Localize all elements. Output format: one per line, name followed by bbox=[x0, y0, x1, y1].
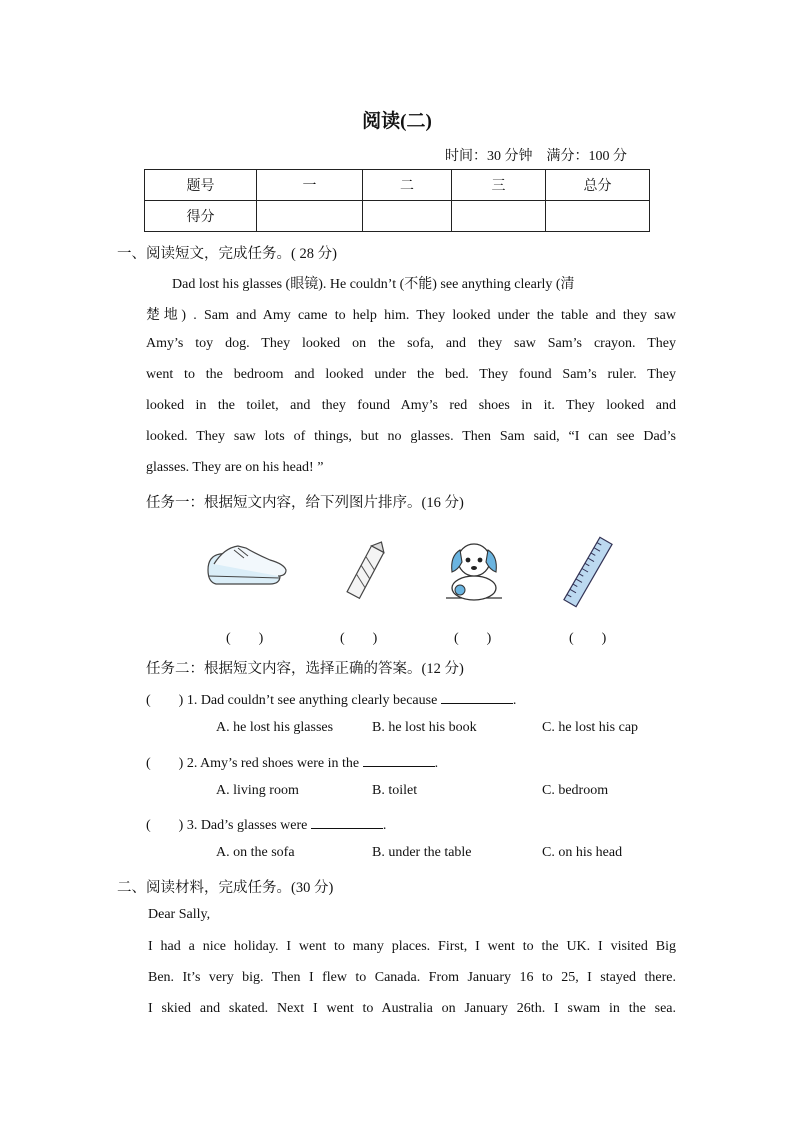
page-title: 阅读(二) bbox=[362, 111, 432, 132]
question-stem: ( ) 2. Amy’s red shoes were in the bbox=[146, 756, 360, 771]
table-header-cell: 一 bbox=[257, 170, 363, 201]
exam-meta: 时间：30 分钟 满分：100 分 bbox=[445, 149, 627, 164]
letter-line: I skied and skated. Next I went to Australia on January 26th. I swam in the sea. bbox=[148, 1001, 676, 1016]
passage-line: Dad lost his glasses (眼镜). He couldn’t (不能) see anything clearly (清 bbox=[172, 277, 575, 292]
answer-blank[interactable]: ( ) bbox=[340, 631, 378, 646]
option-b: B. he lost his book bbox=[372, 720, 477, 735]
crayon-icon bbox=[345, 538, 385, 608]
question-end: . bbox=[512, 693, 517, 708]
passage-line: looked in the toilet, and they found Amy’s red shoes in it. They looked and bbox=[146, 398, 676, 413]
score-cell[interactable] bbox=[257, 201, 363, 232]
option-a: A. living room bbox=[216, 783, 299, 798]
score-table-header-row bbox=[145, 170, 650, 201]
answer-line[interactable] bbox=[363, 755, 435, 767]
table-header-cell: 题号 bbox=[145, 170, 257, 201]
answer-blank[interactable]: ( ) bbox=[226, 631, 264, 646]
task1-heading: 任务一：根据短文内容，给下列图片排序。(16 分) bbox=[146, 495, 464, 511]
score-cell[interactable] bbox=[452, 201, 546, 232]
section1-heading: 一、阅读短文，完成任务。( 28 分) bbox=[117, 246, 337, 262]
answer-blank[interactable]: ( ) bbox=[569, 631, 607, 646]
question-3 bbox=[146, 814, 386, 834]
letter-line: I had a nice holiday. I went to many places. First, I went to the UK. I visited Big bbox=[148, 939, 676, 954]
shoes-icon bbox=[204, 540, 288, 590]
option-c: C. bedroom bbox=[542, 783, 609, 798]
task2-heading: 任务二：根据短文内容，选择正确的答案。(12 分) bbox=[146, 661, 464, 677]
option-c: C. he lost his cap bbox=[542, 720, 639, 735]
ruler-icon bbox=[560, 534, 616, 610]
table-header-cell: 总分 bbox=[546, 170, 650, 201]
option-b: B. toilet bbox=[372, 783, 418, 798]
table-header-cell: 三 bbox=[452, 170, 546, 201]
option-a: A. he lost his glasses bbox=[216, 720, 334, 735]
answer-line[interactable] bbox=[311, 817, 383, 829]
table-header-cell: 二 bbox=[363, 170, 452, 201]
passage-line: went to the bedroom and looked under the bed. They found Sam’s ruler. They bbox=[146, 367, 676, 382]
passage-line: glasses. They are on his head! ” bbox=[146, 460, 324, 475]
score-table-score-row bbox=[145, 201, 650, 232]
question-end: . bbox=[434, 756, 439, 771]
score-cell[interactable] bbox=[546, 201, 650, 232]
letter-line: Ben. It’s very big. Then I flew to Canada. From January 16 to 25, I stayed there. bbox=[148, 970, 676, 985]
option-a: A. on the sofa bbox=[216, 845, 295, 860]
section2-heading: 二、阅读材料，完成任务。(30 分) bbox=[117, 880, 334, 896]
letter-greeting: Dear Sally, bbox=[148, 907, 211, 922]
question-2 bbox=[146, 752, 438, 772]
question-end: . bbox=[382, 818, 387, 833]
option-c: C. on his head bbox=[542, 845, 623, 860]
passage-line: 楚地) . Sam and Amy came to help him. They looked under the table and they saw bbox=[146, 308, 676, 323]
answer-blank[interactable]: ( ) bbox=[454, 631, 492, 646]
question-stem: ( ) 3. Dad’s glasses were bbox=[146, 818, 308, 833]
table-row-label: 得分 bbox=[145, 201, 257, 232]
toy-dog-icon bbox=[438, 538, 510, 604]
question-stem: ( ) 1. Dad couldn’t see anything clearly because bbox=[146, 693, 438, 708]
option-b: B. under the table bbox=[372, 845, 472, 860]
score-cell[interactable] bbox=[363, 201, 452, 232]
question-1 bbox=[146, 689, 516, 709]
answer-line[interactable] bbox=[441, 692, 513, 704]
passage-line: Amy’s toy dog. They looked on the sofa, and they saw Sam’s crayon. They bbox=[146, 336, 676, 351]
score-table bbox=[144, 169, 650, 232]
passage-line: looked. They saw lots of things, but no glasses. Then Sam said, “I can see Dad’s bbox=[146, 429, 676, 444]
